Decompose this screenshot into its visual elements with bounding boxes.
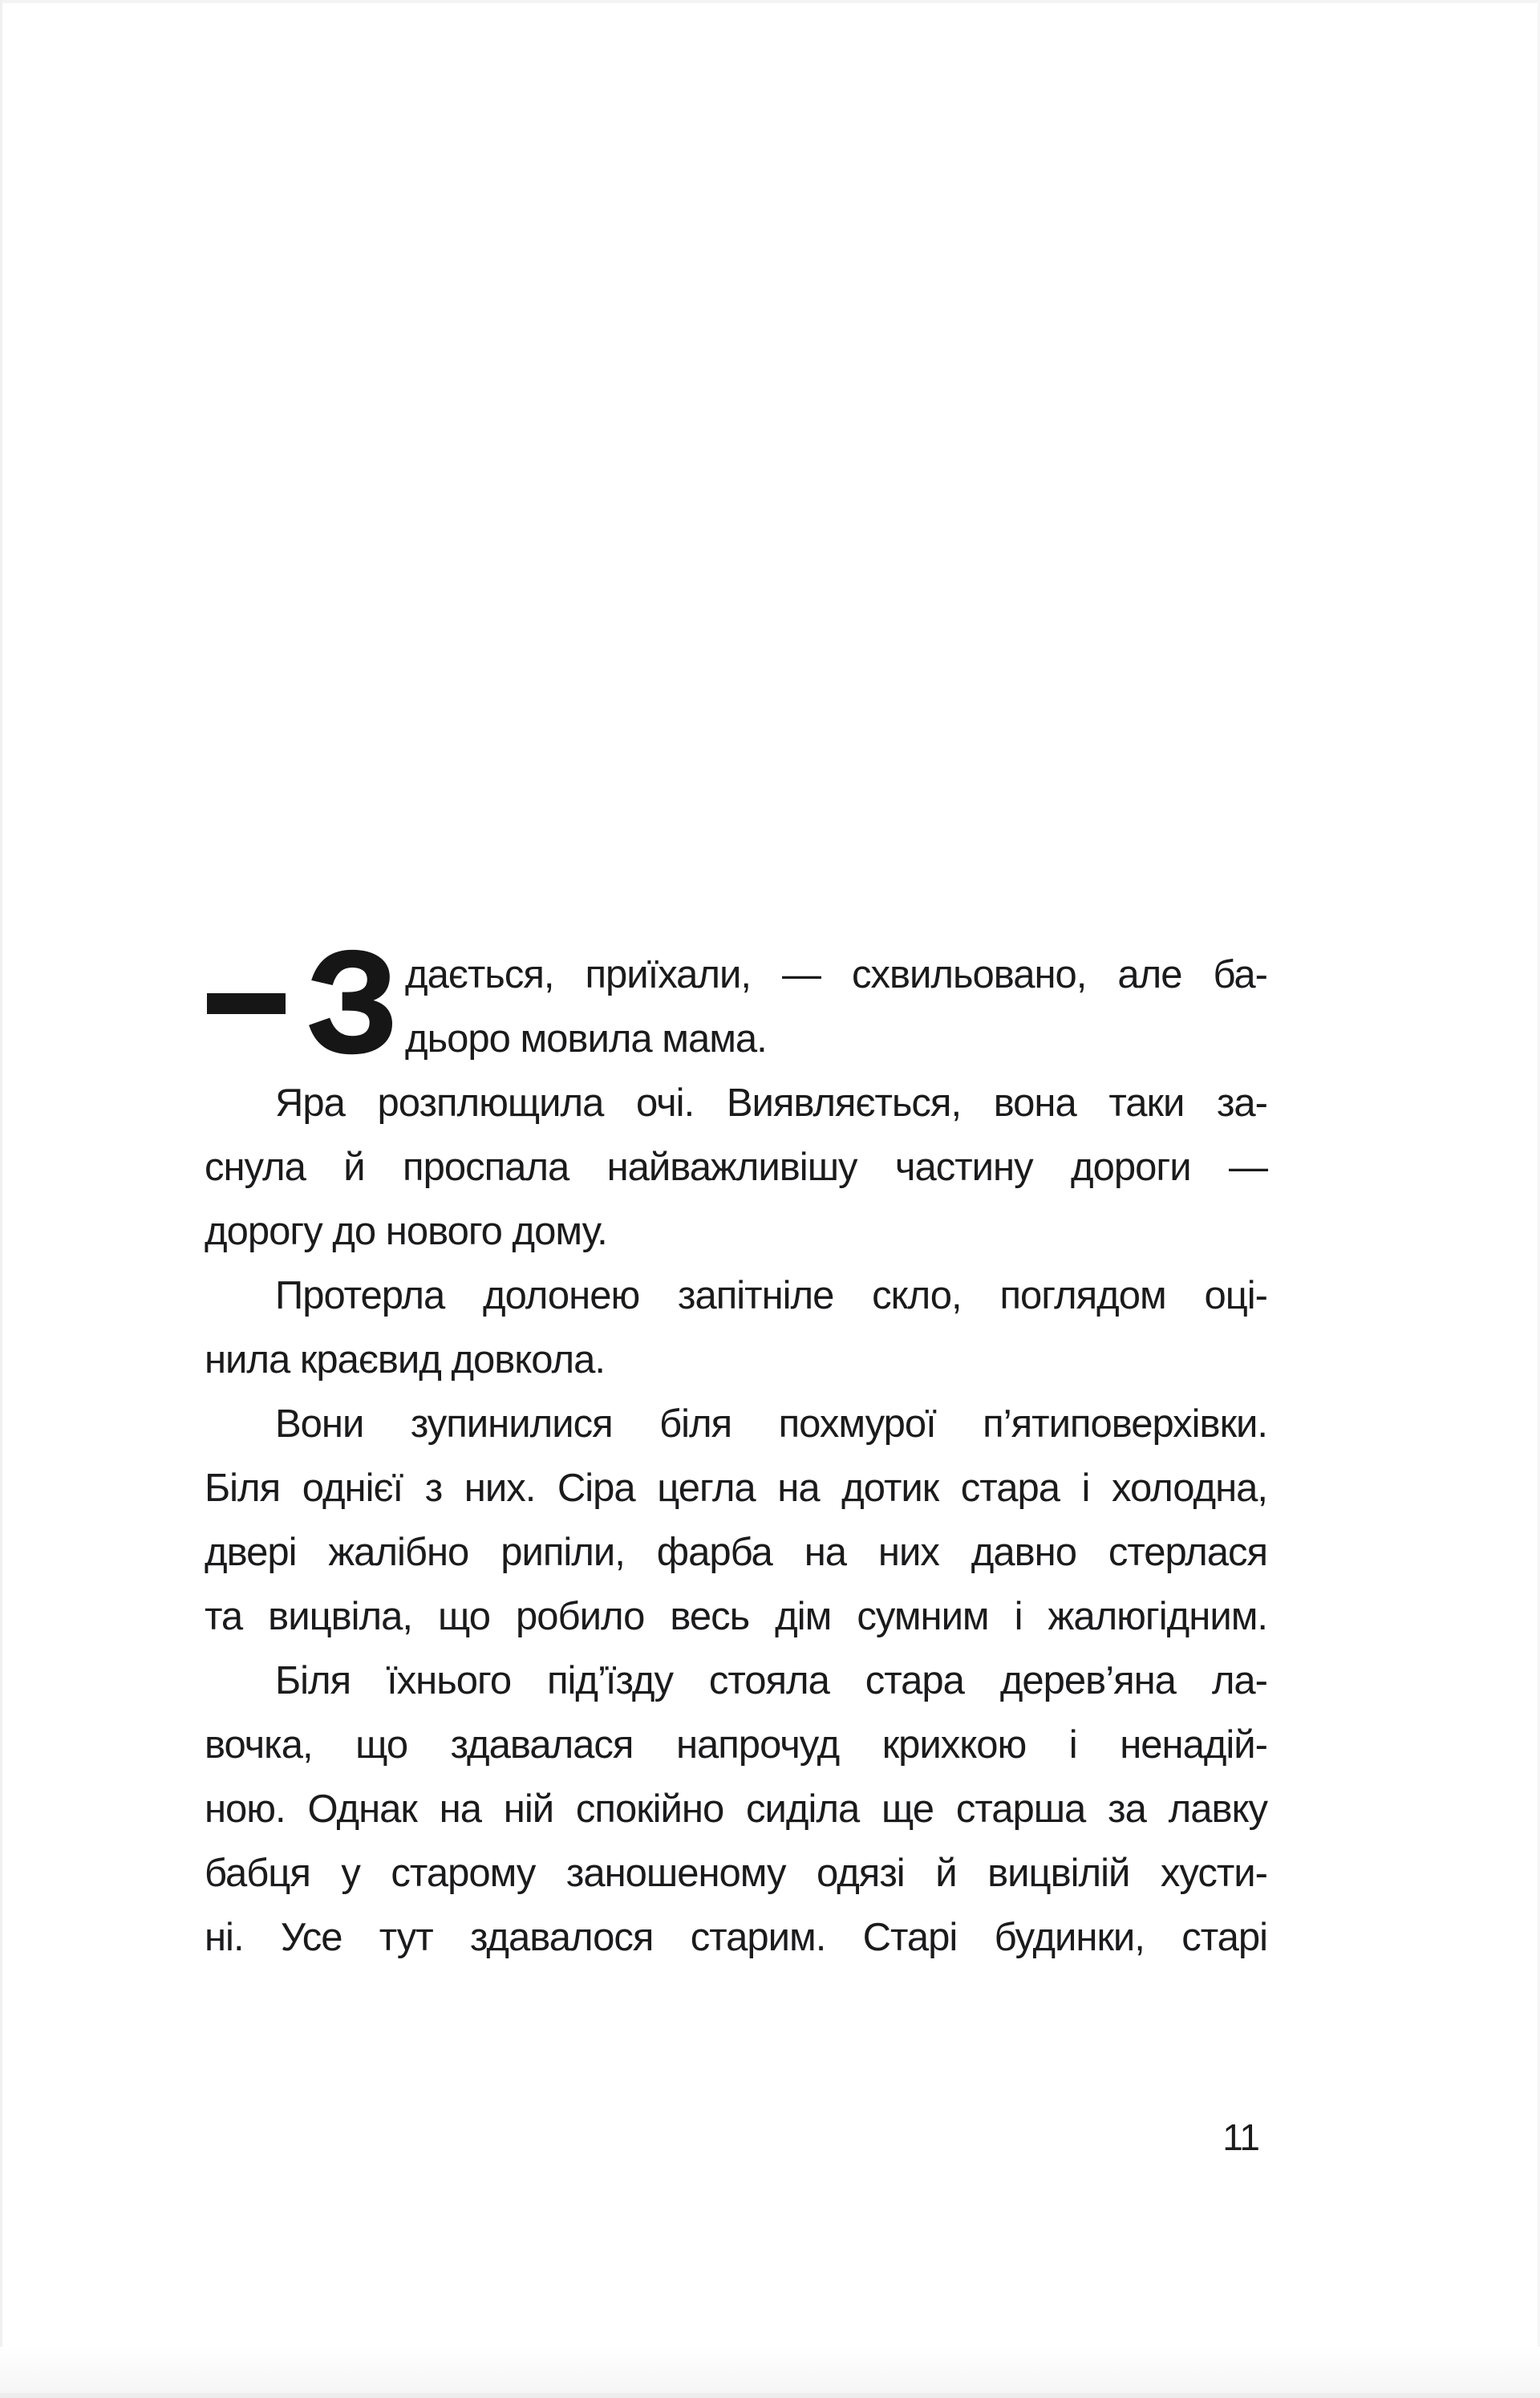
page-bottom-shade <box>0 2347 1540 2393</box>
text-line: Біля однієї з них. Сіра цегла на дотик стара і холодна, <box>205 1467 1267 1510</box>
text-line: бабця у старому заношеному одязі й вицвілій хусти- <box>205 1852 1267 1895</box>
text-line: дорогу до нового дому. <box>205 1210 607 1253</box>
page-edge-left <box>0 0 2 2398</box>
text-line: Вони зупинилися біля похмурої п’ятиповерхівки. <box>275 1402 1267 1446</box>
page-edge-bottom <box>0 2393 1540 2398</box>
text-line: Яра розплющила очі. Виявляється, вона таки за- <box>275 1081 1267 1125</box>
text-line: двері жалібно рипіли, фарба на них давно стерлася <box>205 1531 1267 1574</box>
text-line: ні. Усе тут здавалося старим. Старі будинки, старі <box>205 1916 1267 1959</box>
text-line: Біля їхнього під’їзду стояла стара дерев’яна ла- <box>275 1659 1267 1702</box>
text-line: дається, приїхали, — схвильовано, але ба- <box>405 953 1267 996</box>
page-edge-top <box>0 0 1540 3</box>
text-line: Протерла долонею запітніле скло, поглядом оці- <box>275 1274 1267 1317</box>
dropcap-letter: З <box>307 922 398 1083</box>
text-line: снула й проспала найважливішу частину дороги — <box>205 1146 1267 1189</box>
text-line: ною. Однак на ній спокійно сиділа ще старша за лавку <box>205 1787 1267 1831</box>
body-text <box>205 943 1267 1970</box>
text-line: нила краєвид довкола. <box>205 1338 605 1382</box>
text-line: та вицвіла, що робило весь дім сумним і жалюгідним. <box>205 1595 1267 1638</box>
text-line: вочка, що здавалася напрочуд крихкою і ненадій- <box>205 1723 1267 1767</box>
page-number: 11 <box>1222 2116 1259 2158</box>
text-line: дьоро мовила мама. <box>405 1017 767 1061</box>
